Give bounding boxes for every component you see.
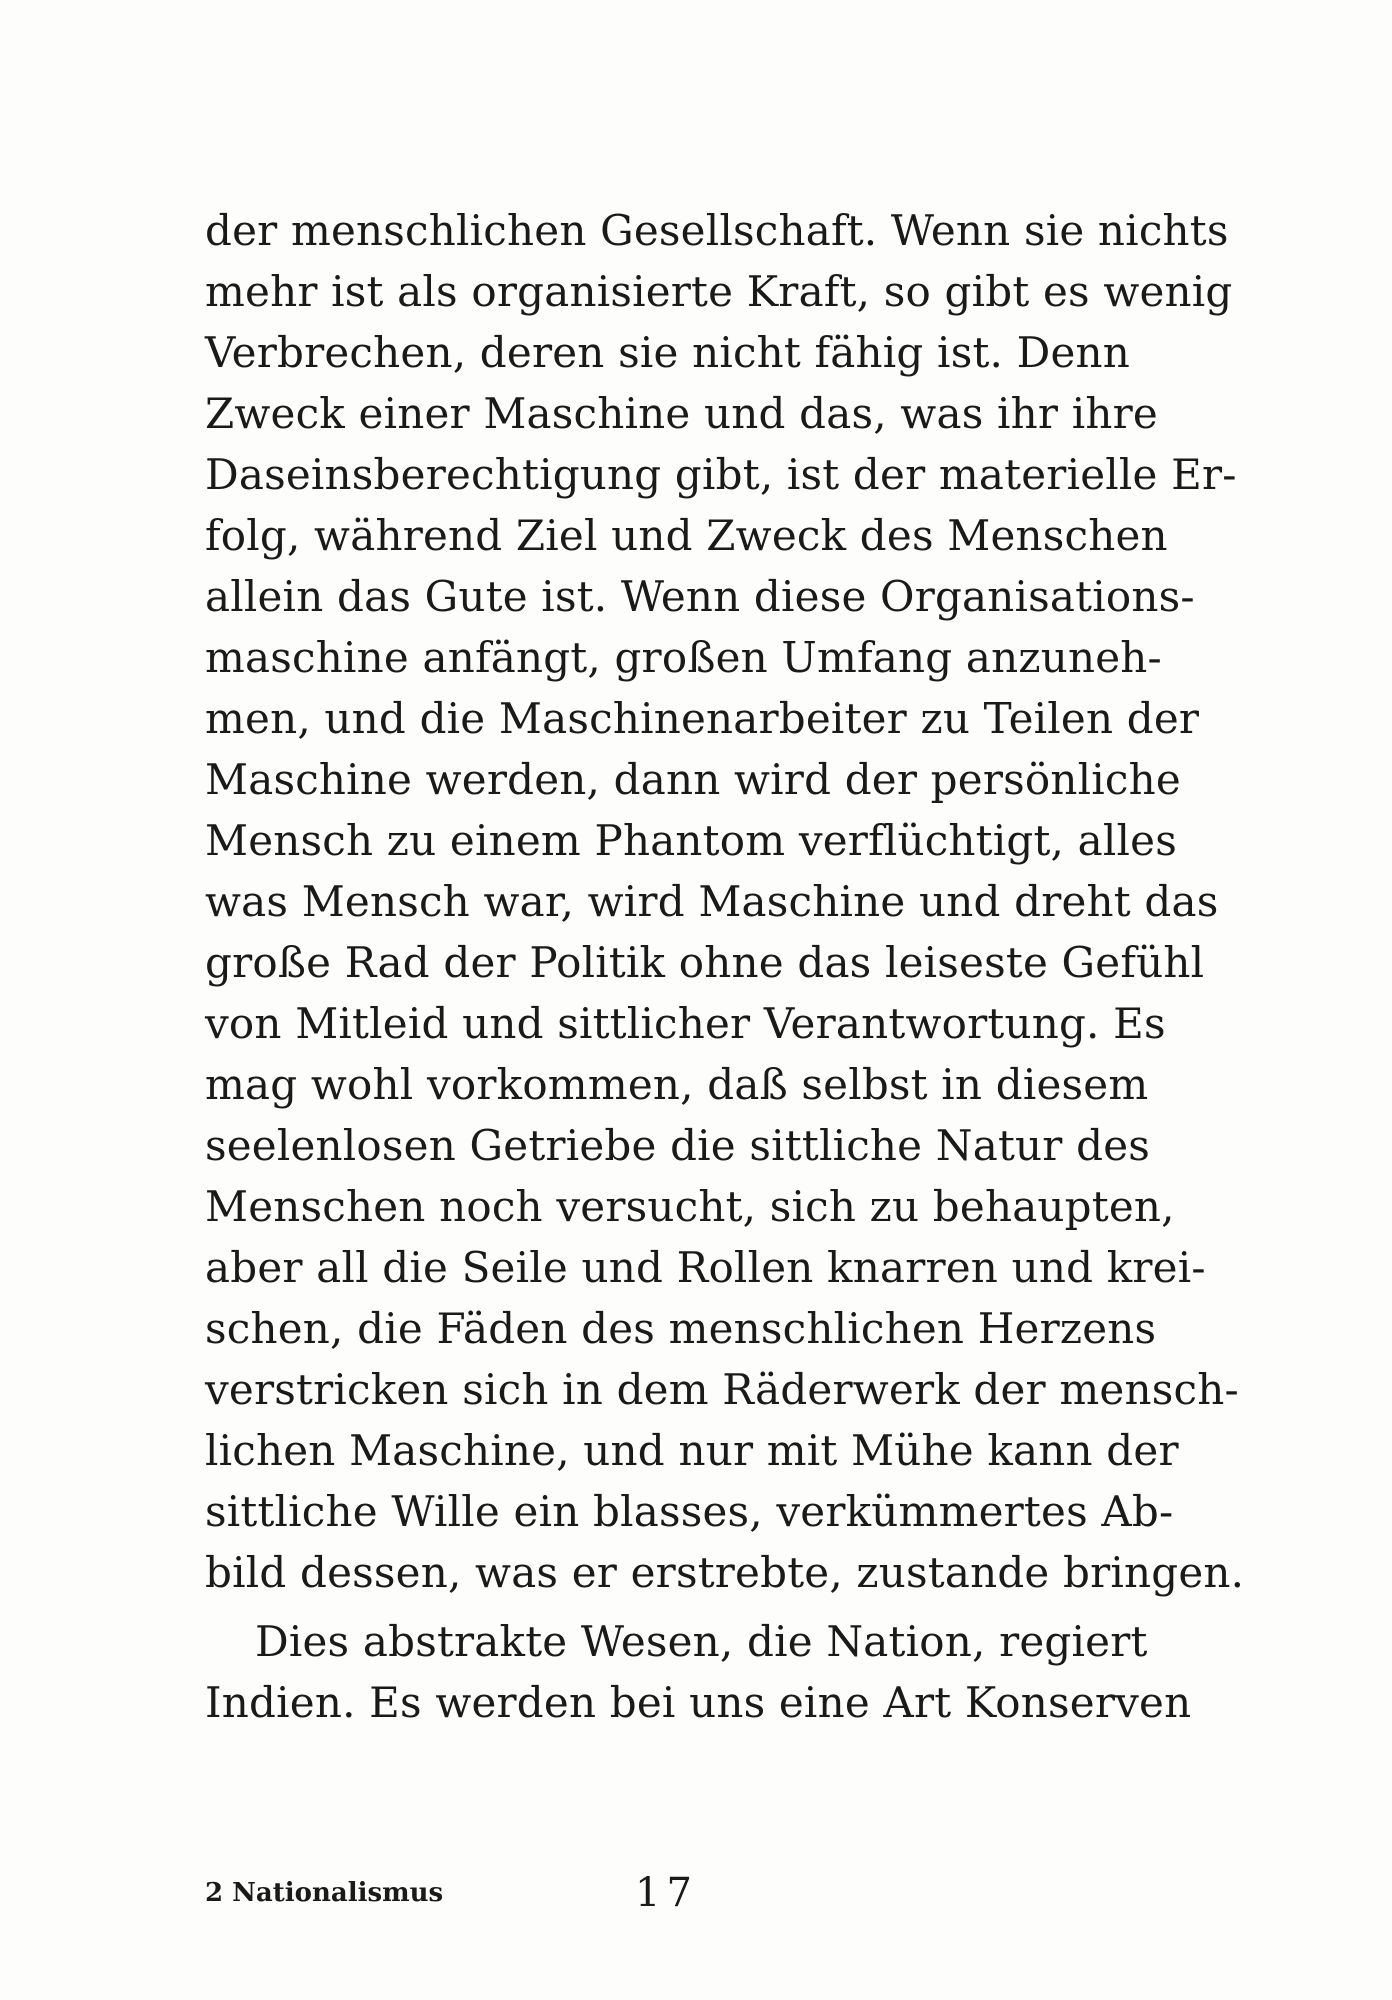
paragraph: [205, 200, 1245, 1603]
text-line: große Rad der Politik ohne das leiseste Gefühl: [205, 938, 1205, 987]
text-line: mehr ist als organisierte Kraft, so gibt es wenig: [205, 267, 1233, 316]
text-line: Maschine werden, dann wird der persönliche: [205, 755, 1181, 804]
text-line: allein das Gute ist. Wenn diese Organisations-: [205, 572, 1195, 621]
text-line: Menschen noch versucht, sich zu behaupten,: [205, 1182, 1175, 1231]
paragraph-gap: [205, 1603, 1120, 1611]
text-line: sittliche Wille ein blasses, verkümmertes Ab-: [205, 1487, 1174, 1536]
page-footer: [205, 1870, 1120, 1920]
text-line: folg, während Ziel und Zweck des Menschen: [205, 511, 1168, 560]
text-line: was Mensch war, wird Maschine und dreht das: [205, 877, 1219, 926]
text-line: lichen Maschine, und nur mit Mühe kann der: [205, 1426, 1179, 1475]
text-line: verstricken sich in dem Räderwerk der mensch-: [205, 1365, 1239, 1414]
text-line: Zweck einer Maschine und das, was ihr ihre: [205, 389, 1158, 438]
text-line: Verbrechen, deren sie nicht fähig ist. Denn: [205, 328, 1131, 377]
text-line: bild dessen, was er erstrebte, zustande bringen.: [205, 1548, 1245, 1597]
text-line: aber all die Seile und Rollen knarren und krei-: [205, 1243, 1206, 1292]
body-text: [205, 200, 1245, 1733]
text-line: von Mitleid und sittlicher Verantwortung. Es: [205, 999, 1166, 1048]
text-line: Indien. Es werden bei uns eine Art Konserven: [205, 1678, 1192, 1727]
text-line: der menschlichen Gesellschaft. Wenn sie nichts: [205, 206, 1229, 255]
text-line: maschine anfängt, großen Umfang anzuneh-: [205, 633, 1162, 682]
text-line: Mensch zu einem Phantom verflüchtigt, alles: [205, 816, 1177, 865]
text-line: Daseinsberechtigung gibt, ist der materielle Er-: [205, 450, 1237, 499]
text-line: seelenlosen Getriebe die sittliche Natur des: [205, 1121, 1151, 1170]
text-line: schen, die Fäden des menschlichen Herzens: [205, 1304, 1157, 1353]
page-number: 17: [635, 1870, 698, 1916]
paragraph: [205, 1611, 1192, 1733]
text-line: men, und die Maschinenarbeiter zu Teilen der: [205, 694, 1200, 743]
printer-signature: 2 Nationalismus: [205, 1878, 444, 1908]
text-line: Dies abstrakte Wesen, die Nation, regiert: [255, 1617, 1148, 1666]
text-line: mag wohl vorkommen, daß selbst in diesem: [205, 1060, 1149, 1109]
